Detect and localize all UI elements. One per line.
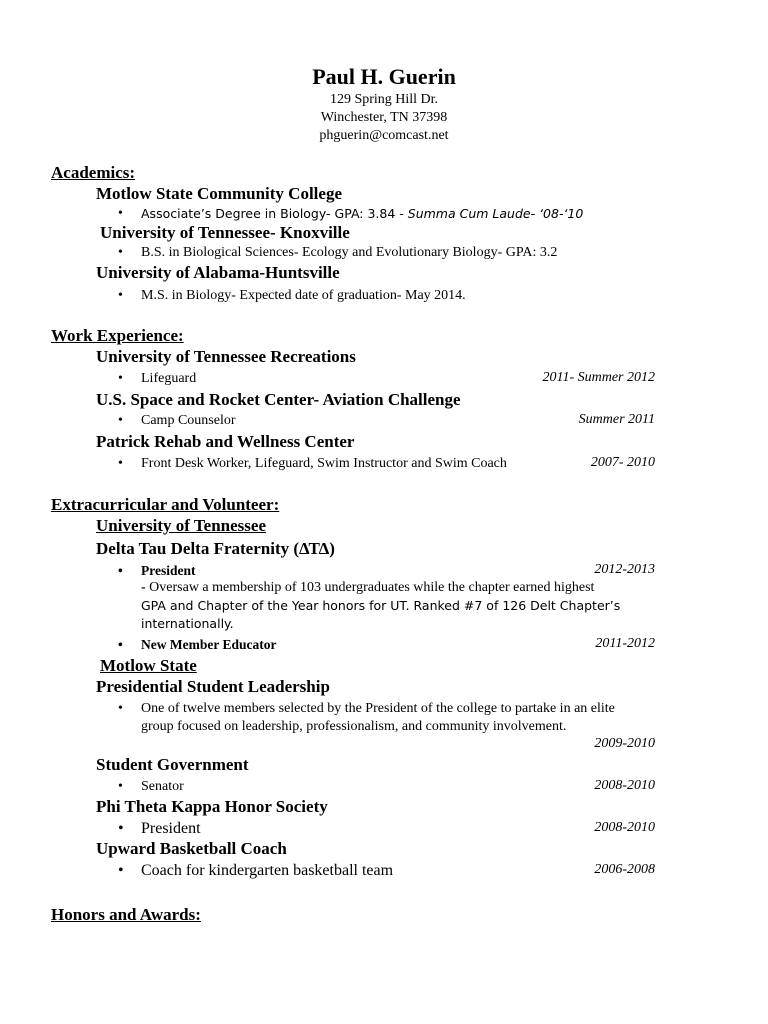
role-president: President [141,563,196,578]
role-date: 2008-2010 [594,778,655,793]
bullet-icon: • [118,456,123,471]
psl-date: 2009-2010 [594,736,655,751]
role-description-line-1 [141,580,594,596]
resume-name: Paul H. Guerin [312,64,456,89]
desc-text: Oversaw a membership of 103 undergraduates while the chapter earned highest [149,580,595,595]
job-role: Camp Counselor [141,413,236,428]
bullet-icon: • [118,862,124,879]
role-new-member-educator: New Member Educator [141,637,277,652]
org-university-of-tennessee: University of Tennessee [96,516,266,535]
org-delta-tau-delta: Delta Tau Delta Fraternity (ΔΤΔ) [96,539,335,558]
org-phi-theta-kappa: Phi Theta Kappa Honor Society [96,797,328,816]
bullet-icon: • [118,637,123,652]
employer-name: Patrick Rehab and Wellness Center [96,432,355,451]
org-presidential-student-leadership: Presidential Student Leadership [96,677,330,696]
school-name: Motlow State Community College [96,184,342,203]
job-role: Lifeguard [141,371,197,386]
section-heading-honors: Honors and Awards: [51,905,201,924]
role-coach: Coach for kindergarten basketball team [141,862,394,879]
degree-text: Associate’s Degree in Biology- GPA: 3.84 - [141,206,408,221]
bullet-icon: • [118,206,123,221]
degree-detail: M.S. in Biology- Expected date of graduation- May 2014. [141,288,466,303]
bullet-icon: • [118,288,123,303]
role-date: 2008-2010 [594,820,655,835]
school-name: University of Alabama-Huntsville [96,263,340,282]
degree-detail [141,206,583,223]
job-role: Front Desk Worker, Lifeguard, Swim Instructor and Swim Coach [141,456,507,471]
role-date: 2006-2008 [594,862,655,877]
section-heading-extracurricular: Extracurricular and Volunteer: [51,495,280,514]
email-address: phguerin@comcast.net [319,128,449,143]
role-president: President [141,820,201,837]
desc-dash: - [141,580,150,595]
psl-description-line-2: group focused on leadership, professionalism, and community involvement. [141,719,567,734]
honor-text: Summa Cum Laude- ‘08-‘10 [407,206,584,221]
role-senator: Senator [141,779,184,794]
job-date: Summer 2011 [578,412,655,427]
degree-detail: B.S. in Biological Sciences- Ecology and Evolutionary Biology- GPA: 3.2 [141,245,558,260]
job-date: 2011- Summer 2012 [542,370,655,385]
role-date: 2012-2013 [594,562,655,577]
bullet-icon: • [118,245,123,260]
employer-name: University of Tennessee Recreations [96,347,356,366]
bullet-icon: • [118,413,123,428]
employer-name: U.S. Space and Rocket Center- Aviation Challenge [96,390,461,409]
org-student-government: Student Government [96,755,249,774]
bullet-icon: • [118,563,123,578]
bullet-icon: • [118,701,123,716]
bullet-icon: • [118,779,123,794]
job-date: 2007- 2010 [590,455,655,470]
role-description-line-2: GPA and Chapter of the Year honors for UT. Ranked #7 of 126 Delt Chapter’s [141,598,621,613]
section-heading-academics: Academics: [51,163,136,182]
org-upward-basketball: Upward Basketball Coach [96,839,287,858]
role-date: 2011-2012 [595,636,655,651]
address-line-1: 129 Spring Hill Dr. [329,92,439,107]
bullet-icon: • [118,820,124,837]
section-heading-work: Work Experience: [51,326,184,345]
psl-description-line-1: One of twelve members selected by the President of the college to partake in an elite [141,701,615,716]
org-motlow-state: Motlow State [100,656,197,675]
role-description-line-3: internationally. [141,616,234,631]
address-line-2: Winchester, TN 37398 [320,110,448,125]
bullet-icon: • [118,371,123,386]
school-name: University of Tennessee- Knoxville [100,223,350,242]
